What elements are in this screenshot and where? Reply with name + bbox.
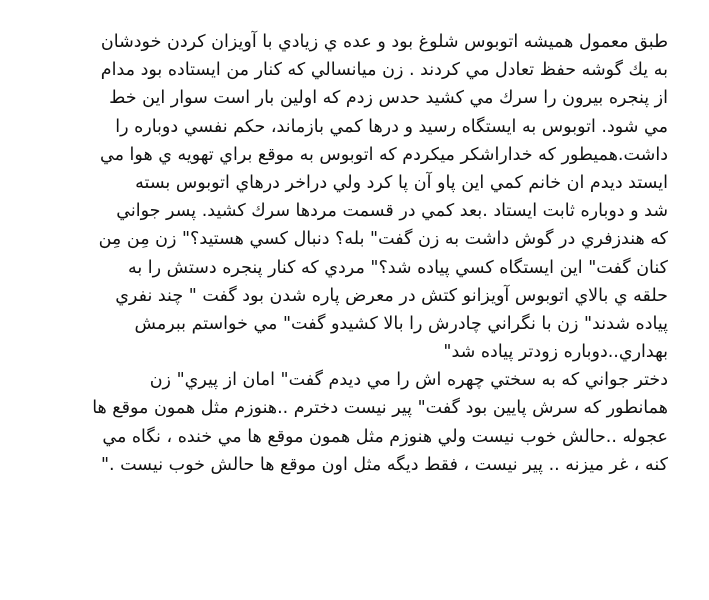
text-line-1: طبق معمول هميشه اتوبوس شلوغ بود و عده ي زيادي با آويزان كردن خودشان [100,32,668,52]
text-line-3: از پنجره بيرون را سرك مي كشيد حدس زدم كه اولين بار است سوار اين خط [109,88,668,109]
text-line-14: همانطور كه سرش پايين بود گفت" پير نيست دخترم ..هنوزم مثل همون موقع ها [92,398,668,419]
text-line-15: عجوله ..حالش خوب نيست ولي هنوزم مثل همون موقع ها مي خنده ، نگاه مي [102,426,668,447]
text-line-8: كه هندزفري در گوش داشت به زن گفت" بله؟ دنبال كسي هستيد؟" زن مِن مِن [98,229,668,250]
text-line-9: كنان گفت" اين ايستگاه كسي پياده شد؟" مردي كه كنار پنجره دستش را به [127,257,668,278]
text-line-11: پياده شدند" زن با نگراني چادرش را بالا كشيدو گفت" مي خواستم ببرمش [134,313,668,334]
text-line-2: به يك گوشه حفظ تعادل مي كردند . زن ميانسالي كه كنار من ايستاده بود مدام [100,60,668,81]
story-paragraph [44,28,668,479]
text-line-16: كنه ، غر ميزنه .. پير نيست ، فقط ديگه مثل اون موقع ها حالش خوب نيست ." [100,454,668,475]
text-line-5: داشت.هميطور كه خداراشكر ميكردم كه اتوبوس به موقع براي تهويه ي هوا مي [100,144,668,165]
text-line-7: شد و دوباره ثابت ايستاد .بعد كمي در قسمت مردها سرك كشيد. پسر جواني [116,201,668,222]
text-line-12: بهداري..دوباره زودتر پياده شد" [443,342,668,363]
text-line-13: دختر جواني كه به سختي چهره اش را مي ديدم گفت" امان از پيري" زن [149,370,668,391]
text-line-4: مي شود. اتوبوس به ايستگاه رسيد و درها كمي بازماند، حكم نفسي دوباره را [115,116,668,137]
text-line-10: حلقه ي بالاي اتوبوس آويزانو كتش در معرض پاره شدن بود گفت " چند نفري [115,285,668,306]
text-line-6: ايستد ديدم ان خانم كمي اين پاو آن پا كرد ولي دراخر درهاي اتوبوس بسته [135,172,668,193]
